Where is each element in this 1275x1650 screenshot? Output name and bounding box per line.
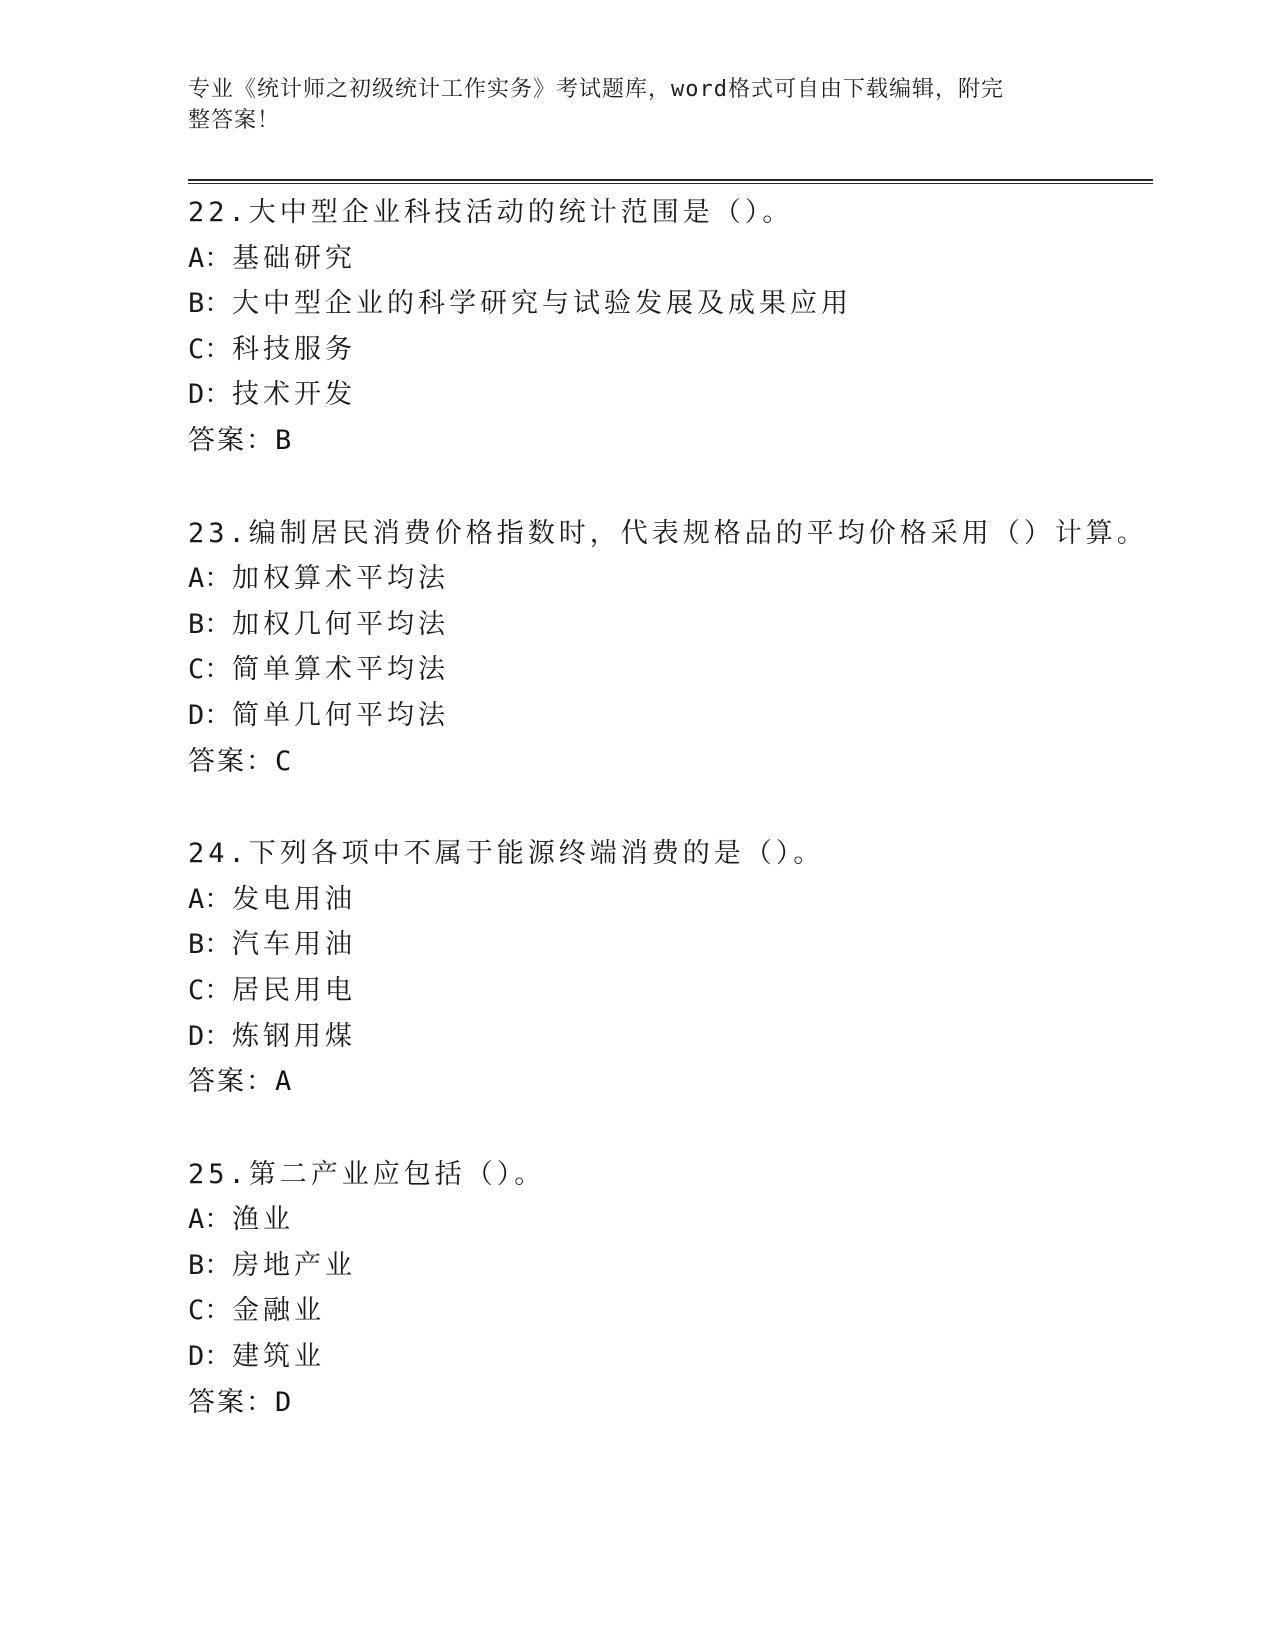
question-item	[188, 1152, 1153, 1426]
question-stem: 23.编制居民消费价格指数时，代表规格品的平均价格采用（）计算。	[188, 517, 1148, 549]
answer-value: C	[275, 745, 292, 777]
answer-value: D	[275, 1386, 292, 1418]
option-text: 房地产业	[232, 1249, 356, 1281]
option-letter: C：	[188, 1295, 232, 1327]
option-c	[188, 968, 1153, 1014]
option-b	[188, 602, 1153, 648]
option-letter: B：	[188, 929, 232, 961]
option-text: 基础研究	[232, 242, 356, 274]
option-text: 炼钢用煤	[232, 1020, 356, 1052]
option-a	[188, 877, 1153, 923]
option-c	[188, 1288, 1153, 1334]
option-letter: A：	[188, 242, 232, 274]
option-letter: A：	[188, 563, 232, 595]
option-text: 加权几何平均法	[232, 608, 449, 640]
option-c	[188, 647, 1153, 693]
option-b	[188, 1243, 1153, 1289]
option-b	[188, 281, 1153, 327]
option-text: 金融业	[232, 1295, 325, 1327]
question-item	[188, 190, 1153, 464]
answer-line	[188, 739, 1153, 785]
option-text: 汽车用油	[232, 929, 356, 961]
option-a	[188, 556, 1153, 602]
option-text: 加权算术平均法	[232, 563, 449, 595]
option-text: 居民用电	[232, 974, 356, 1006]
option-letter: B：	[188, 288, 232, 320]
header-divider	[188, 179, 1153, 184]
option-letter: D：	[188, 1341, 232, 1373]
option-a	[188, 236, 1153, 282]
option-d	[188, 693, 1153, 739]
answer-line	[188, 1059, 1153, 1105]
option-letter: B：	[188, 608, 232, 640]
answer-line	[188, 418, 1153, 464]
question-stem: 24.下列各项中不属于能源终端消费的是（）。	[188, 838, 825, 870]
question-stem: 25.第二产业应包括（）。	[188, 1158, 546, 1190]
answer-label: 答案：	[188, 745, 275, 777]
option-letter: D：	[188, 1020, 232, 1052]
question-list	[188, 190, 1153, 1472]
option-a	[188, 1197, 1153, 1243]
answer-line	[188, 1380, 1153, 1426]
option-letter: D：	[188, 699, 232, 731]
option-d	[188, 1334, 1153, 1380]
option-d	[188, 372, 1153, 418]
answer-value: B	[275, 424, 292, 456]
answer-label: 答案：	[188, 424, 275, 456]
option-letter: D：	[188, 379, 232, 411]
option-text: 大中型企业的科学研究与试验发展及成果应用	[232, 288, 852, 320]
answer-label: 答案：	[188, 1066, 275, 1098]
option-text: 简单几何平均法	[232, 699, 449, 731]
option-text: 渔业	[232, 1204, 294, 1236]
option-text: 科技服务	[232, 333, 356, 365]
answer-value: A	[275, 1066, 292, 1098]
option-letter: C：	[188, 333, 232, 365]
answer-label: 答案：	[188, 1386, 275, 1418]
option-text: 发电用油	[232, 883, 356, 915]
option-c	[188, 327, 1153, 373]
option-text: 简单算术平均法	[232, 654, 449, 686]
option-letter: C：	[188, 974, 232, 1006]
option-text: 建筑业	[232, 1341, 325, 1373]
question-stem: 22.大中型企业科技活动的统计范围是（）。	[188, 197, 794, 228]
option-letter: C：	[188, 654, 232, 686]
header-note: 专业《统计师之初级统计工作实务》考试题库，word格式可自由下载编辑，附完 整答案！	[188, 77, 1004, 133]
option-d	[188, 1014, 1153, 1060]
question-item	[188, 511, 1153, 785]
option-letter: A：	[188, 883, 232, 915]
option-text: 技术开发	[232, 379, 356, 411]
option-letter: B：	[188, 1249, 232, 1281]
option-b	[188, 922, 1153, 968]
option-letter: A：	[188, 1204, 232, 1236]
question-item	[188, 831, 1153, 1105]
